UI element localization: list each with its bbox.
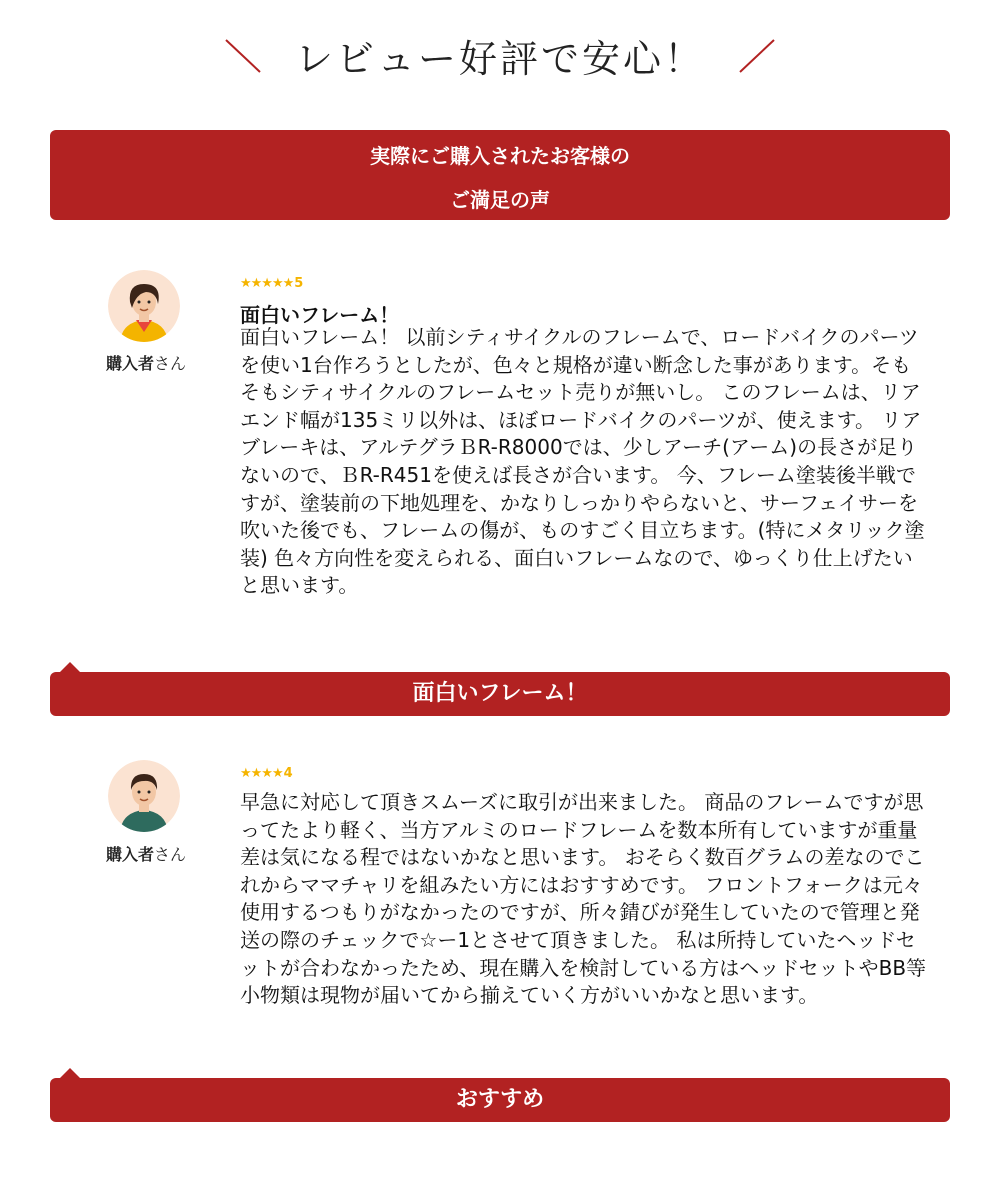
- star-rating: [240, 276, 303, 291]
- review-tag: 面白いフレーム！: [50, 672, 950, 716]
- review-title: 面白いフレーム！: [240, 303, 400, 327]
- customer-voice-banner: [50, 130, 950, 220]
- right-slash-decoration: [738, 38, 776, 74]
- tag-notch: [60, 662, 80, 672]
- review-author: [96, 351, 196, 374]
- banner-line-1: 実際にご購入されたお客様の: [370, 144, 630, 168]
- review-body: 面白いフレーム！ 以前シティサイクルのフレームで、ロードバイクのパーツを使い1台作ろうとしたが、色々と規格が違い断念した事があります。そもそもシティサイクルのフレームセット売りが無いし。 このフレームは、リアエンド幅が135ミリ以外は、ほぼロードバイクのパーツが、使えます。 リアブレーキは、アルテグラＢR-R8000では、少しアーチ(アーム)の長さが足りないので、ＢR-R451を使えば長さが合います。 今、フレーム塗装後半戦ですが、塗装前の下地処理を、かなりしっかりやらないと、サーフェイサーを吹いた後でも、フレームの傷が、ものすごく目立ちます。(特にメタリック塗装) 色々方向性を変えられる、面白いフレームなので、ゆっくり仕上げたいと思います。: [240, 325, 925, 598]
- woman-avatar-icon: [108, 270, 180, 342]
- rating-value: 5: [294, 276, 304, 291]
- page-title: レビュー好評で安心！: [294, 37, 705, 81]
- author-label: 購入者: [105, 845, 154, 864]
- author-suffix: さん: [154, 354, 187, 373]
- review-author: [96, 842, 196, 865]
- author-suffix: さん: [154, 845, 187, 864]
- man-avatar-icon: [108, 760, 180, 832]
- rating-value: 4: [283, 766, 293, 781]
- author-label: 購入者: [105, 354, 154, 373]
- banner-line-2: ご満足の声: [450, 188, 550, 212]
- tag-notch: [60, 1068, 80, 1078]
- star-rating: [240, 766, 293, 781]
- section-heading: [0, 22, 1000, 82]
- review-body: 早急に対応して頂きスムーズに取引が出来ました。 商品のフレームですが思ってたより軽く、当方アルミのロードフレームを数本所有していますが重量差は気になる程ではないかなと思います。 おそらく数百グラムの差なのでこれからママチャリを組みたい方にはおすすめです。 フロントフォークは元々使用するつもりがなかったのですが、所々錆びが発生していたので管理と発送の際のチェックで☆ー1とさせて頂きました。 私は所持していたヘッドセットが合わなかったため、現在購入を検討している方はヘッドセットやBB等小物類は現物が届いてから揃えていく方がいいかなと思います。: [240, 790, 927, 1008]
- star-icons: ★★★★★: [240, 276, 294, 291]
- star-icons: ★★★★: [240, 766, 283, 781]
- review-tag: おすすめ: [50, 1078, 950, 1122]
